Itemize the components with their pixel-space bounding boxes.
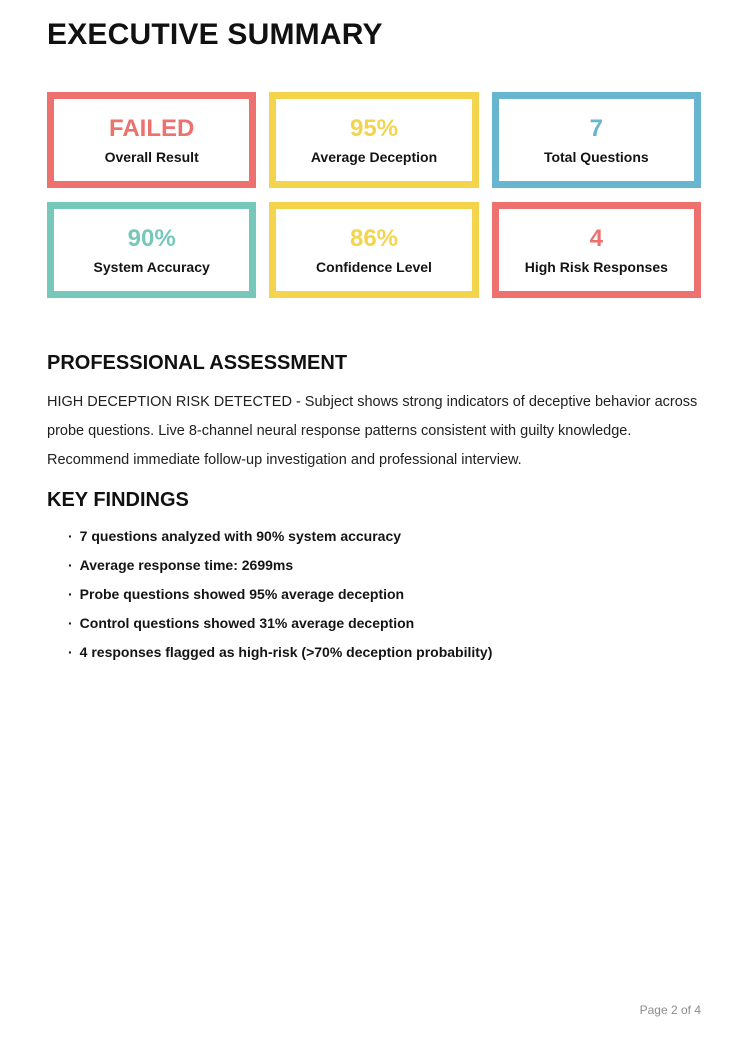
stat-label: Average Deception bbox=[310, 148, 438, 165]
stat-label: High Risk Responses bbox=[524, 258, 668, 275]
list-item bbox=[68, 580, 701, 609]
professional-assessment-section bbox=[47, 352, 701, 475]
finding-text: 7 questions analyzed with 90% system accuracy bbox=[79, 528, 402, 544]
professional-assessment-heading: PROFESSIONAL ASSESSMENT bbox=[47, 352, 348, 374]
stat-card-system-accuracy bbox=[47, 202, 256, 298]
stat-value: 4 bbox=[589, 224, 603, 252]
bullet-marker: · bbox=[68, 528, 73, 544]
page-title: EXECUTIVE SUMMARY bbox=[47, 18, 383, 51]
finding-text: Average response time: 2699ms bbox=[79, 557, 294, 573]
stat-value: 90% bbox=[127, 224, 176, 252]
finding-text: Probe questions showed 95% average deception bbox=[79, 586, 405, 602]
stat-card-average-deception bbox=[269, 92, 478, 188]
stat-card-overall-result bbox=[47, 92, 256, 188]
finding-text: Control questions showed 31% average deception bbox=[79, 615, 415, 631]
stat-value: 86% bbox=[349, 224, 399, 252]
page-number-footer: Page 2 of 4 bbox=[639, 1003, 701, 1017]
finding-text: 4 responses flagged as high-risk (>70% deception probability) bbox=[79, 644, 493, 660]
list-item bbox=[68, 522, 701, 551]
stat-label: Overall Result bbox=[104, 148, 199, 165]
stat-card-confidence-level bbox=[269, 202, 478, 298]
professional-assessment-text: HIGH DECEPTION RISK DETECTED - Subject shows strong indicators of deceptive behavior across probe questions. Live 8-channel neural response patterns consistent with guilty knowledge. Recommend immediate follow-up investigation and professional interview. bbox=[47, 394, 698, 468]
bullet-marker: · bbox=[68, 615, 73, 631]
key-findings-section bbox=[47, 489, 701, 667]
list-item bbox=[68, 551, 701, 580]
list-item bbox=[68, 638, 701, 667]
stat-label: Confidence Level bbox=[316, 258, 432, 275]
bullet-marker: · bbox=[68, 557, 73, 573]
list-item bbox=[68, 609, 701, 638]
key-findings-heading: KEY FINDINGS bbox=[47, 489, 189, 511]
stat-card-total-questions bbox=[492, 92, 701, 188]
stat-card-high-risk-responses bbox=[492, 202, 701, 298]
stat-label: Total Questions bbox=[543, 148, 649, 165]
stat-cards-grid bbox=[47, 92, 701, 298]
stat-value: 7 bbox=[589, 114, 603, 142]
bullet-marker: · bbox=[68, 586, 73, 602]
stat-label: System Accuracy bbox=[93, 258, 210, 275]
stat-value: FAILED bbox=[108, 114, 195, 142]
key-findings-list bbox=[47, 522, 701, 667]
bullet-marker: · bbox=[68, 644, 73, 660]
stat-value: 95% bbox=[349, 114, 399, 142]
